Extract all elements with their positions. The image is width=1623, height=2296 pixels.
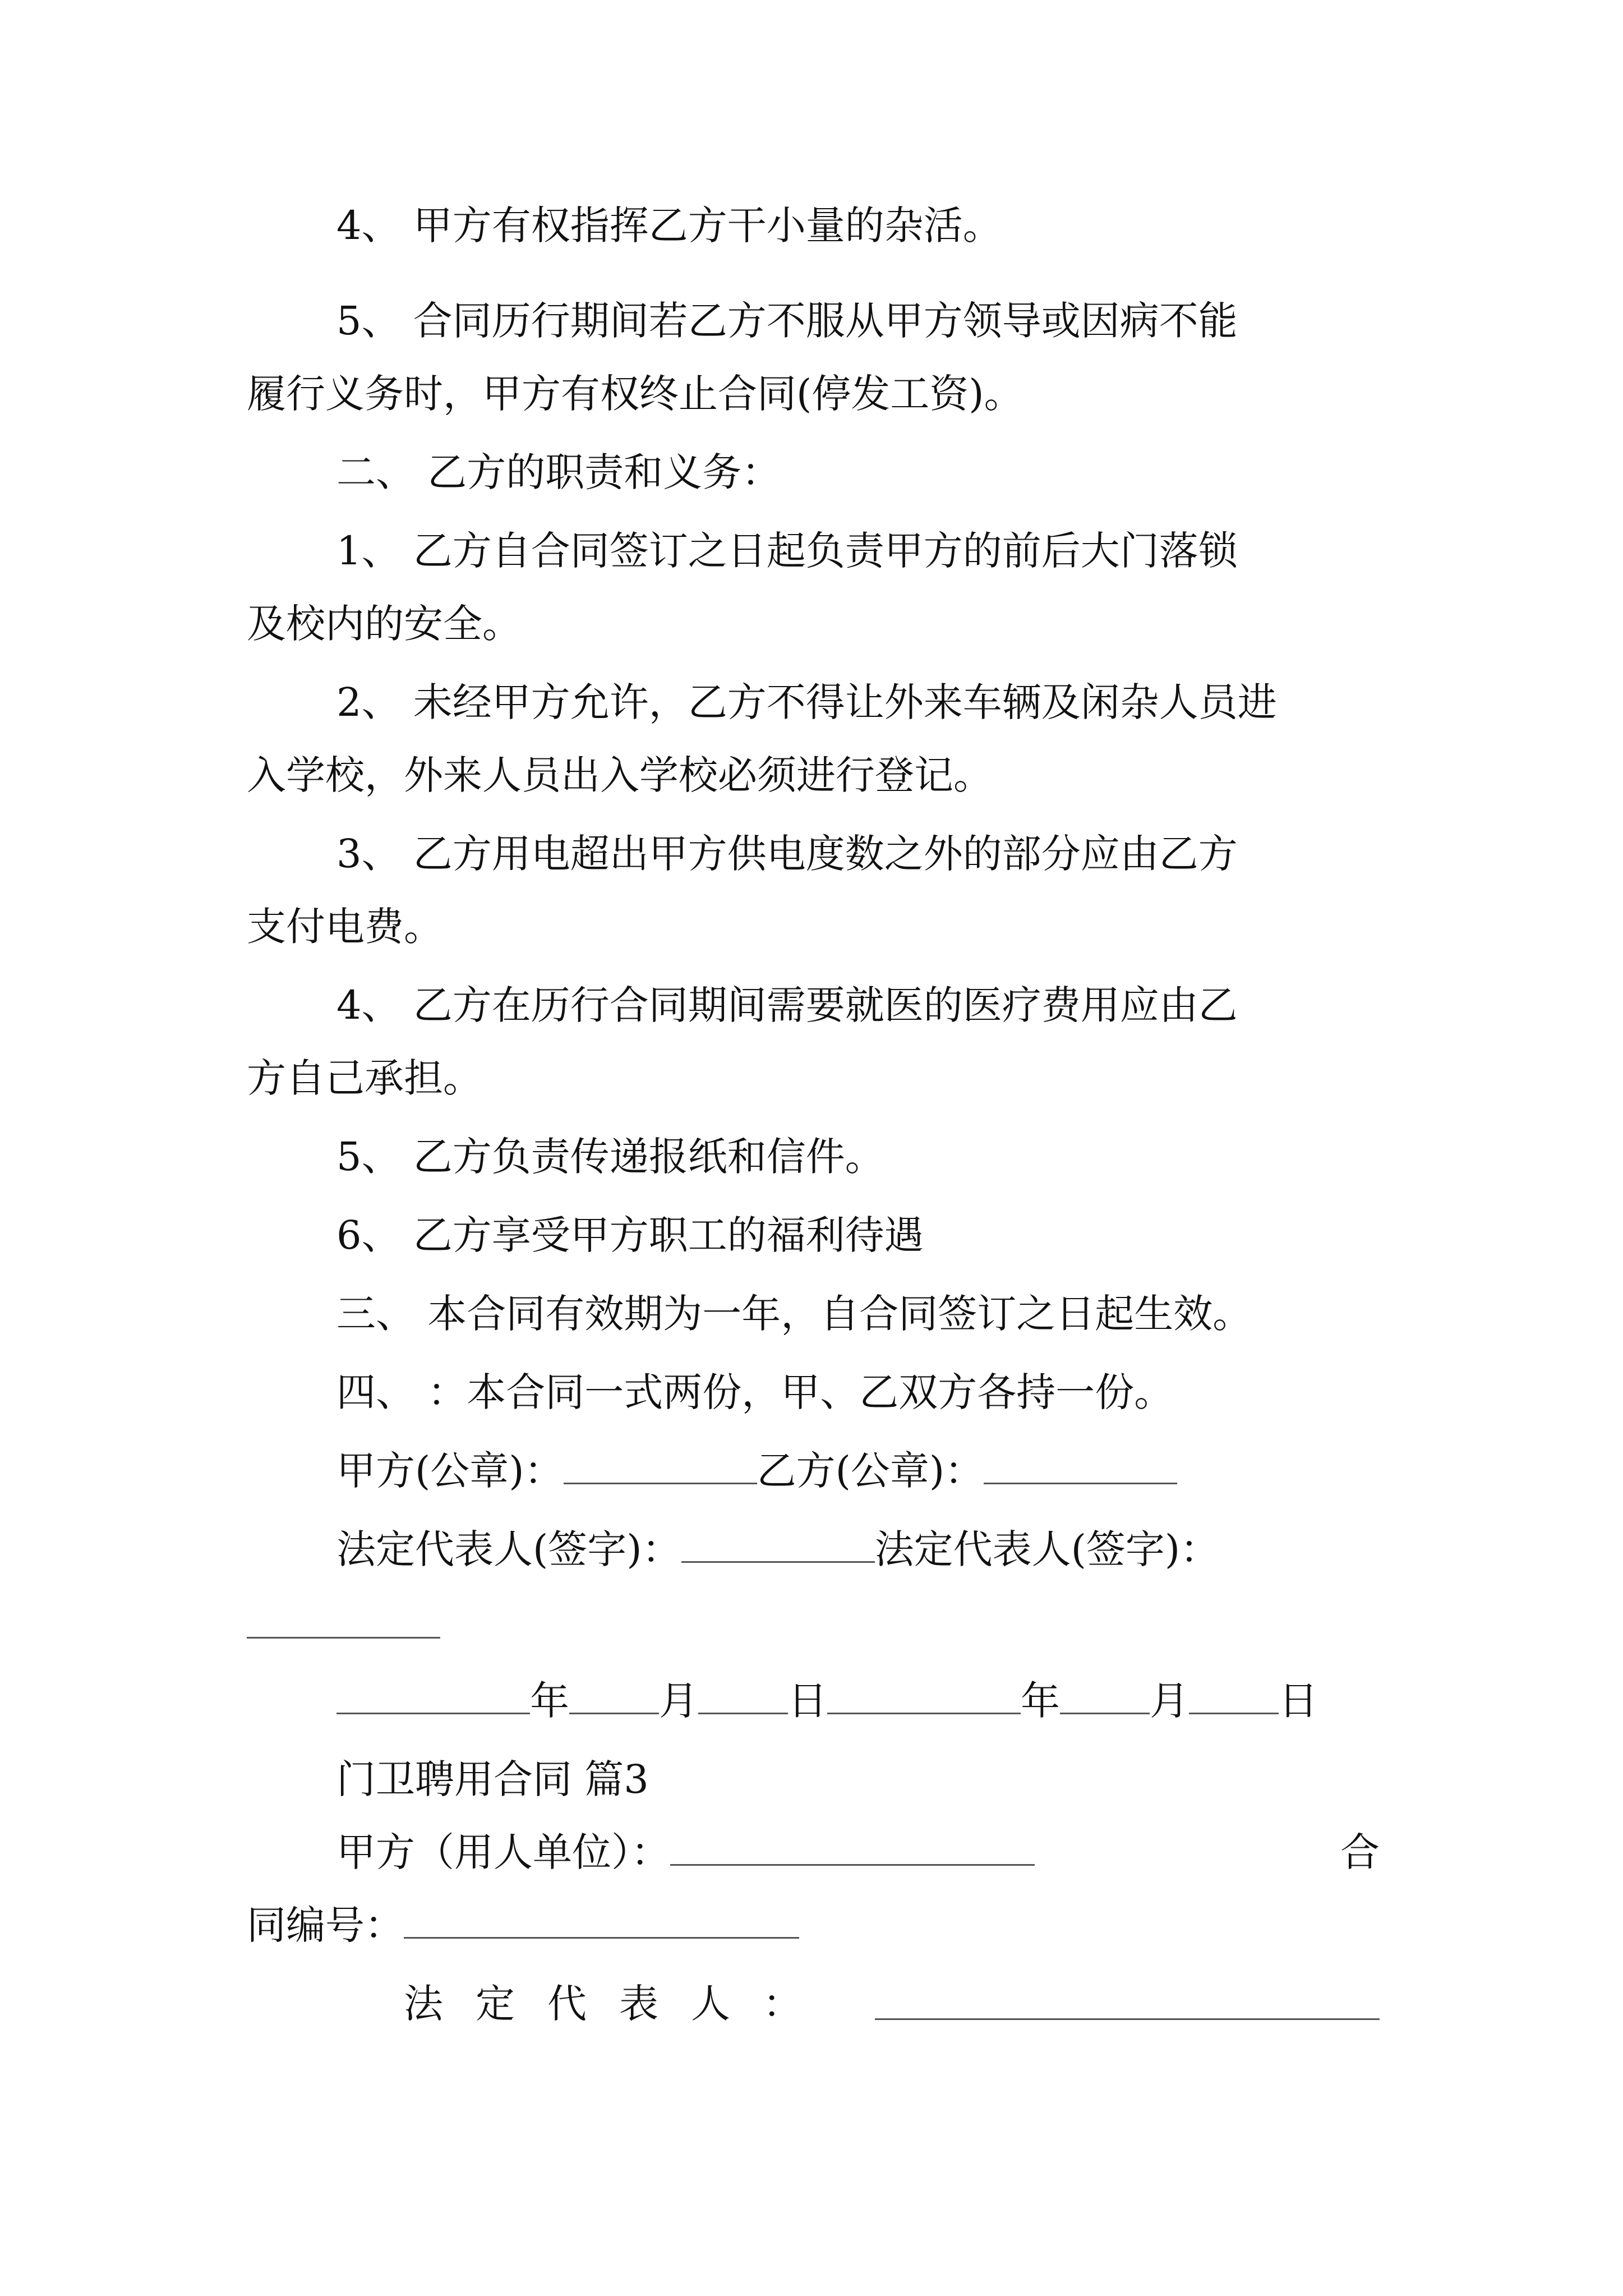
para-b3-line2: 支付电费。 — [247, 904, 443, 950]
party-a-seal-blank[interactable] — [564, 1453, 757, 1484]
date-b-day-blank[interactable] — [1189, 1683, 1279, 1714]
legal-rep-char-4: 表 — [619, 1981, 658, 2027]
date-b-day: 日 — [1279, 1678, 1318, 1724]
date-b-month-blank[interactable] — [1060, 1683, 1150, 1714]
party-a-seal-label: 甲方(公章)： — [336, 1448, 564, 1494]
date-a-year: 年 — [530, 1678, 569, 1724]
para-b4-line2: 方自己承担。 — [247, 1055, 482, 1101]
party-b-seal-label: 乙方(公章)： — [757, 1448, 984, 1494]
legal-rep-char-2: 定 — [476, 1981, 515, 2027]
para-b2-line1: 2、 未经甲方允许，乙方不得让外来车辆及闲杂人员进 — [336, 679, 1277, 725]
legal-rep-char-1: 法 — [404, 1981, 443, 2027]
legal-rep-line — [404, 1978, 802, 2029]
contract-no-label-part2: 同编号： — [247, 1902, 404, 1948]
party-b-seal-blank[interactable] — [984, 1453, 1177, 1484]
contract-no-blank[interactable] — [404, 1908, 799, 1939]
date-b-month: 月 — [1150, 1678, 1189, 1724]
para-a4: 4、 甲方有权指挥乙方干小量的杂活。 — [336, 203, 1002, 249]
date-a-year-blank[interactable] — [336, 1683, 530, 1714]
section-4-copies: 四、 ：本合同一式两份，甲、乙双方各持一份。 — [336, 1369, 1174, 1415]
rep-sign-b-blank[interactable] — [247, 1637, 440, 1639]
rep-sign-a-label: 法定代表人(签字)： — [336, 1526, 681, 1572]
para-b6: 6、 乙方享受甲方职工的福利待遇 — [336, 1212, 924, 1258]
employer-line — [336, 1827, 1035, 1878]
para-b4-line1: 4、 乙方在历行合同期间需要就医的医疗费用应由乙 — [336, 982, 1238, 1028]
legal-rep-blank[interactable] — [875, 2018, 1380, 2020]
rep-sign-line — [336, 1524, 1219, 1575]
employer-blank[interactable] — [670, 1835, 1035, 1866]
date-a-day-blank[interactable] — [698, 1683, 788, 1714]
seal-line — [336, 1446, 1177, 1496]
legal-rep-char-5: 人 — [691, 1981, 730, 2027]
date-line — [336, 1676, 1318, 1726]
para-b2-line2: 入学校，外来人员出入学校必须进行登记。 — [247, 752, 993, 798]
date-a-day: 日 — [788, 1678, 827, 1724]
section-2-heading: 二、 乙方的职责和义务： — [336, 449, 781, 495]
rep-sign-b-label: 法定代表人(签字)： — [874, 1526, 1220, 1572]
contract-no-line — [247, 1900, 799, 1950]
para-b1-line2: 及校内的安全。 — [247, 601, 522, 647]
para-b1-line1: 1、 乙方自合同签订之日起负责甲方的前后大门落锁 — [336, 528, 1238, 574]
date-a-month-blank[interactable] — [569, 1683, 659, 1714]
para-a5-text: 5、 合同历行期间若乙方不服从甲方领导或因病不能 — [336, 298, 1238, 344]
section-3-term: 三、 本合同有效期为一年，自合同签订之日起生效。 — [336, 1291, 1252, 1337]
section-3-title: 门卫聘用合同 篇3 — [336, 1756, 649, 1802]
para-a5-line1 — [336, 296, 1380, 346]
para-a5-line2: 履行义务时，甲方有权终止合同(停发工资)。 — [247, 371, 1023, 417]
para-b5: 5、 乙方负责传递报纸和信件。 — [336, 1134, 884, 1180]
rep-sign-a-blank[interactable] — [681, 1532, 875, 1563]
date-b-year-blank[interactable] — [827, 1683, 1021, 1714]
date-a-month: 月 — [659, 1678, 698, 1724]
para-b3-line1: 3、 乙方用电超出甲方供电度数之外的部分应由乙方 — [336, 831, 1238, 877]
date-b-year: 年 — [1021, 1678, 1060, 1724]
legal-rep-char-6: ： — [763, 1981, 802, 2027]
contract-no-label-part1: 合 — [1340, 1829, 1380, 1875]
legal-rep-char-3: 代 — [547, 1981, 587, 2027]
employer-label: 甲方（用人单位）： — [336, 1829, 670, 1875]
